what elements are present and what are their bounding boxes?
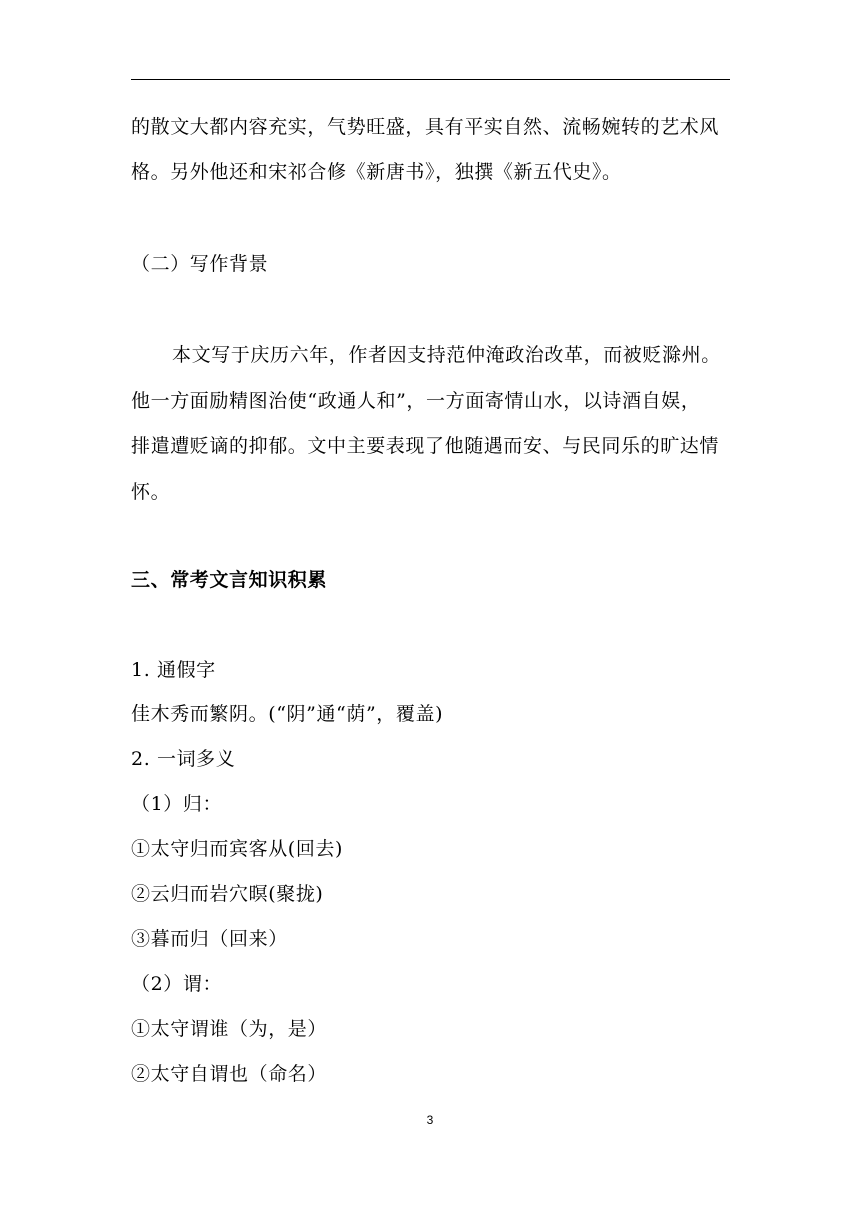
definition-item: ②云归而岩穴暝(聚拢) <box>131 883 324 905</box>
subsection-heading: 2. 一词多义 <box>131 748 236 770</box>
paragraph-line: 排遣遭贬谪的抑郁。文中主要表现了他随遇而安、与民同乐的旷达情 <box>131 435 720 457</box>
word-label: （2）谓： <box>131 973 223 995</box>
definition-item: ①太守谓谁（为，是） <box>131 1018 328 1040</box>
definition-item: ③暮而归（回来） <box>131 928 288 950</box>
header-rule <box>131 79 730 80</box>
word-label: （1）归： <box>131 793 223 815</box>
paragraph-line: 本文写于庆历六年，作者因支持范仲淹政治改革，而被贬滁州。 <box>172 344 721 366</box>
paragraph-line: 格。另外他还和宋祁合修《新唐书》，独撰《新五代史》。 <box>131 161 622 183</box>
page-number: 3 <box>426 1113 434 1127</box>
subsection-heading: 1. 通假字 <box>131 659 216 681</box>
definition-item: ①太守归而宾客从(回去) <box>131 838 344 860</box>
paragraph-line: 怀。 <box>131 481 171 503</box>
paragraph-line: 的散文大都内容充实，气势旺盛，具有平实自然、流畅婉转的艺术风 <box>131 116 720 138</box>
paragraph-line: 他一方面励精图治使“政通人和”，一方面寄情山水，以诗酒自娱， <box>131 390 701 412</box>
section-heading: （二）写作背景 <box>131 253 269 275</box>
example-line: 佳木秀而繁阴。(“阴”通“荫”，覆盖) <box>131 703 444 725</box>
definition-item: ②太守自谓也（命名） <box>131 1063 328 1085</box>
section-heading: 三、常考文言知识积累 <box>131 569 328 591</box>
